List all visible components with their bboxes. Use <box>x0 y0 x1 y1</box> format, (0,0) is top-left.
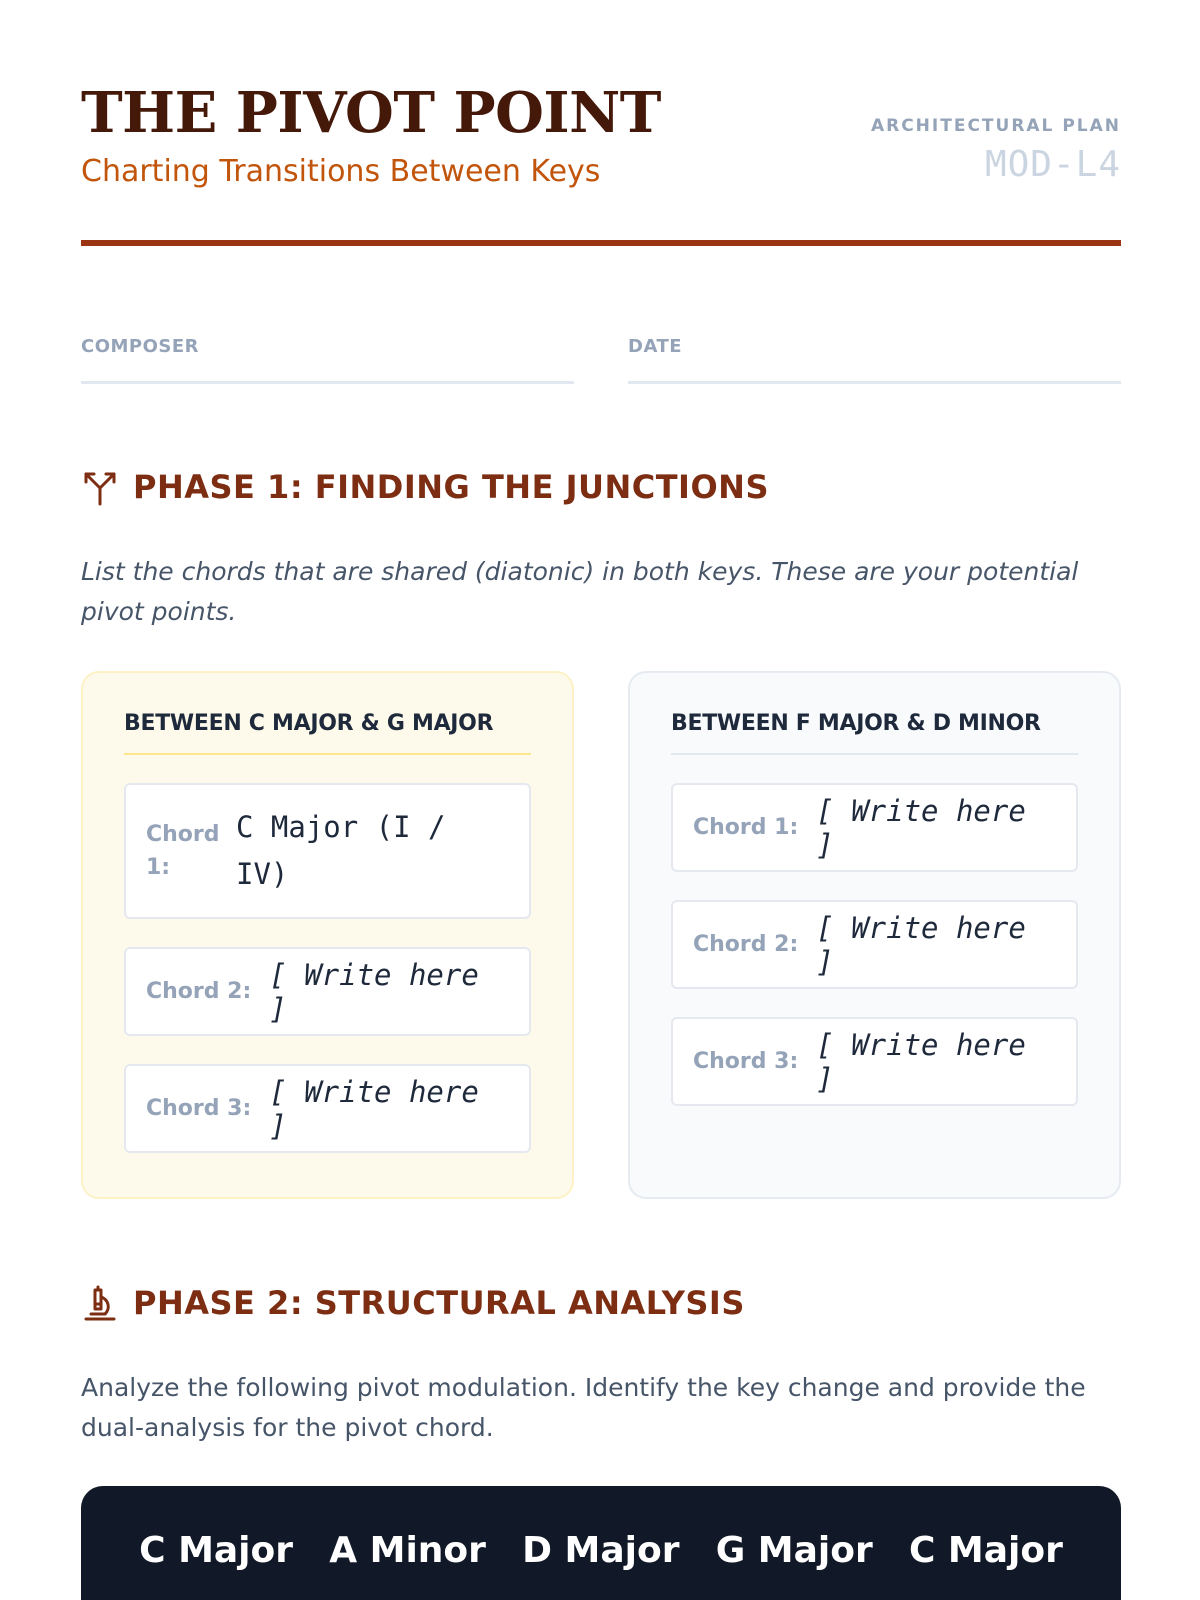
composer-field[interactable] <box>81 336 574 384</box>
chord-row[interactable] <box>124 947 531 1036</box>
plan-label: ARCHITECTURAL PLAN <box>870 116 1121 136</box>
plan-block <box>871 116 1121 185</box>
phase1-description: List the chords that are shared (diatonic) in both keys. These are your potential pivot points. <box>81 557 1079 626</box>
chord-label: Chord 3: <box>146 1096 252 1121</box>
chord-row[interactable] <box>671 900 1078 989</box>
panel-title: BETWEEN F MAJOR & D MINOR <box>671 711 1078 755</box>
chord-value[interactable]: [ Write here ] <box>816 910 1026 979</box>
progression-chord: D Major <box>522 1530 680 1571</box>
split-arrows-icon <box>81 468 119 506</box>
progression-chord: A Minor <box>329 1530 486 1571</box>
chord-label: Chord 2: <box>693 932 799 957</box>
header <box>81 80 1121 246</box>
chord-value[interactable]: [ Write here ] <box>816 1027 1026 1096</box>
chord-value[interactable]: C Major (I / IV) <box>236 810 446 891</box>
chord-label: Chord 1: <box>146 822 220 880</box>
chord-label: Chord 3: <box>693 1049 799 1074</box>
progression-chord: C Major <box>139 1530 294 1571</box>
progression-panel <box>81 1486 1121 1600</box>
chord-label: Chord 2: <box>146 979 252 1004</box>
phase2-heading <box>81 1284 745 1322</box>
date-label: DATE <box>628 336 683 357</box>
date-field[interactable] <box>628 336 1121 384</box>
chord-label: Chord 1: <box>693 815 799 840</box>
chord-row[interactable] <box>124 1064 531 1153</box>
panel-title: BETWEEN C MAJOR & G MAJOR <box>124 711 531 755</box>
progression-chord: C Major <box>908 1530 1063 1571</box>
microscope-icon <box>81 1284 119 1322</box>
page-title: THE PIVOT POINT <box>81 80 661 146</box>
chord-row[interactable] <box>671 783 1078 872</box>
panel-f-dm <box>628 671 1121 1199</box>
phase2-description: Analyze the following pivot modulation. Identify the key change and provide the dual-analysis for the pivot chord. <box>81 1373 1086 1442</box>
chord-row[interactable] <box>124 783 531 919</box>
panel-c-g <box>81 671 574 1199</box>
progression-chord: G Major <box>715 1530 873 1571</box>
phase1-title: PHASE 1: FINDING THE JUNCTIONS <box>133 468 769 506</box>
chord-value[interactable]: [ Write here ] <box>269 957 479 1026</box>
phase2-title: PHASE 2: STRUCTURAL ANALYSIS <box>133 1284 745 1322</box>
plan-code: MOD-L4 <box>984 144 1121 185</box>
phase1-heading <box>81 468 769 506</box>
chord-value[interactable]: [ Write here ] <box>816 793 1026 862</box>
composer-label: COMPOSER <box>81 336 200 357</box>
header-divider <box>81 240 1121 246</box>
chord-value[interactable]: [ Write here ] <box>269 1074 479 1143</box>
chord-row[interactable] <box>671 1017 1078 1106</box>
page-subtitle: Charting Transitions Between Keys <box>81 154 601 189</box>
